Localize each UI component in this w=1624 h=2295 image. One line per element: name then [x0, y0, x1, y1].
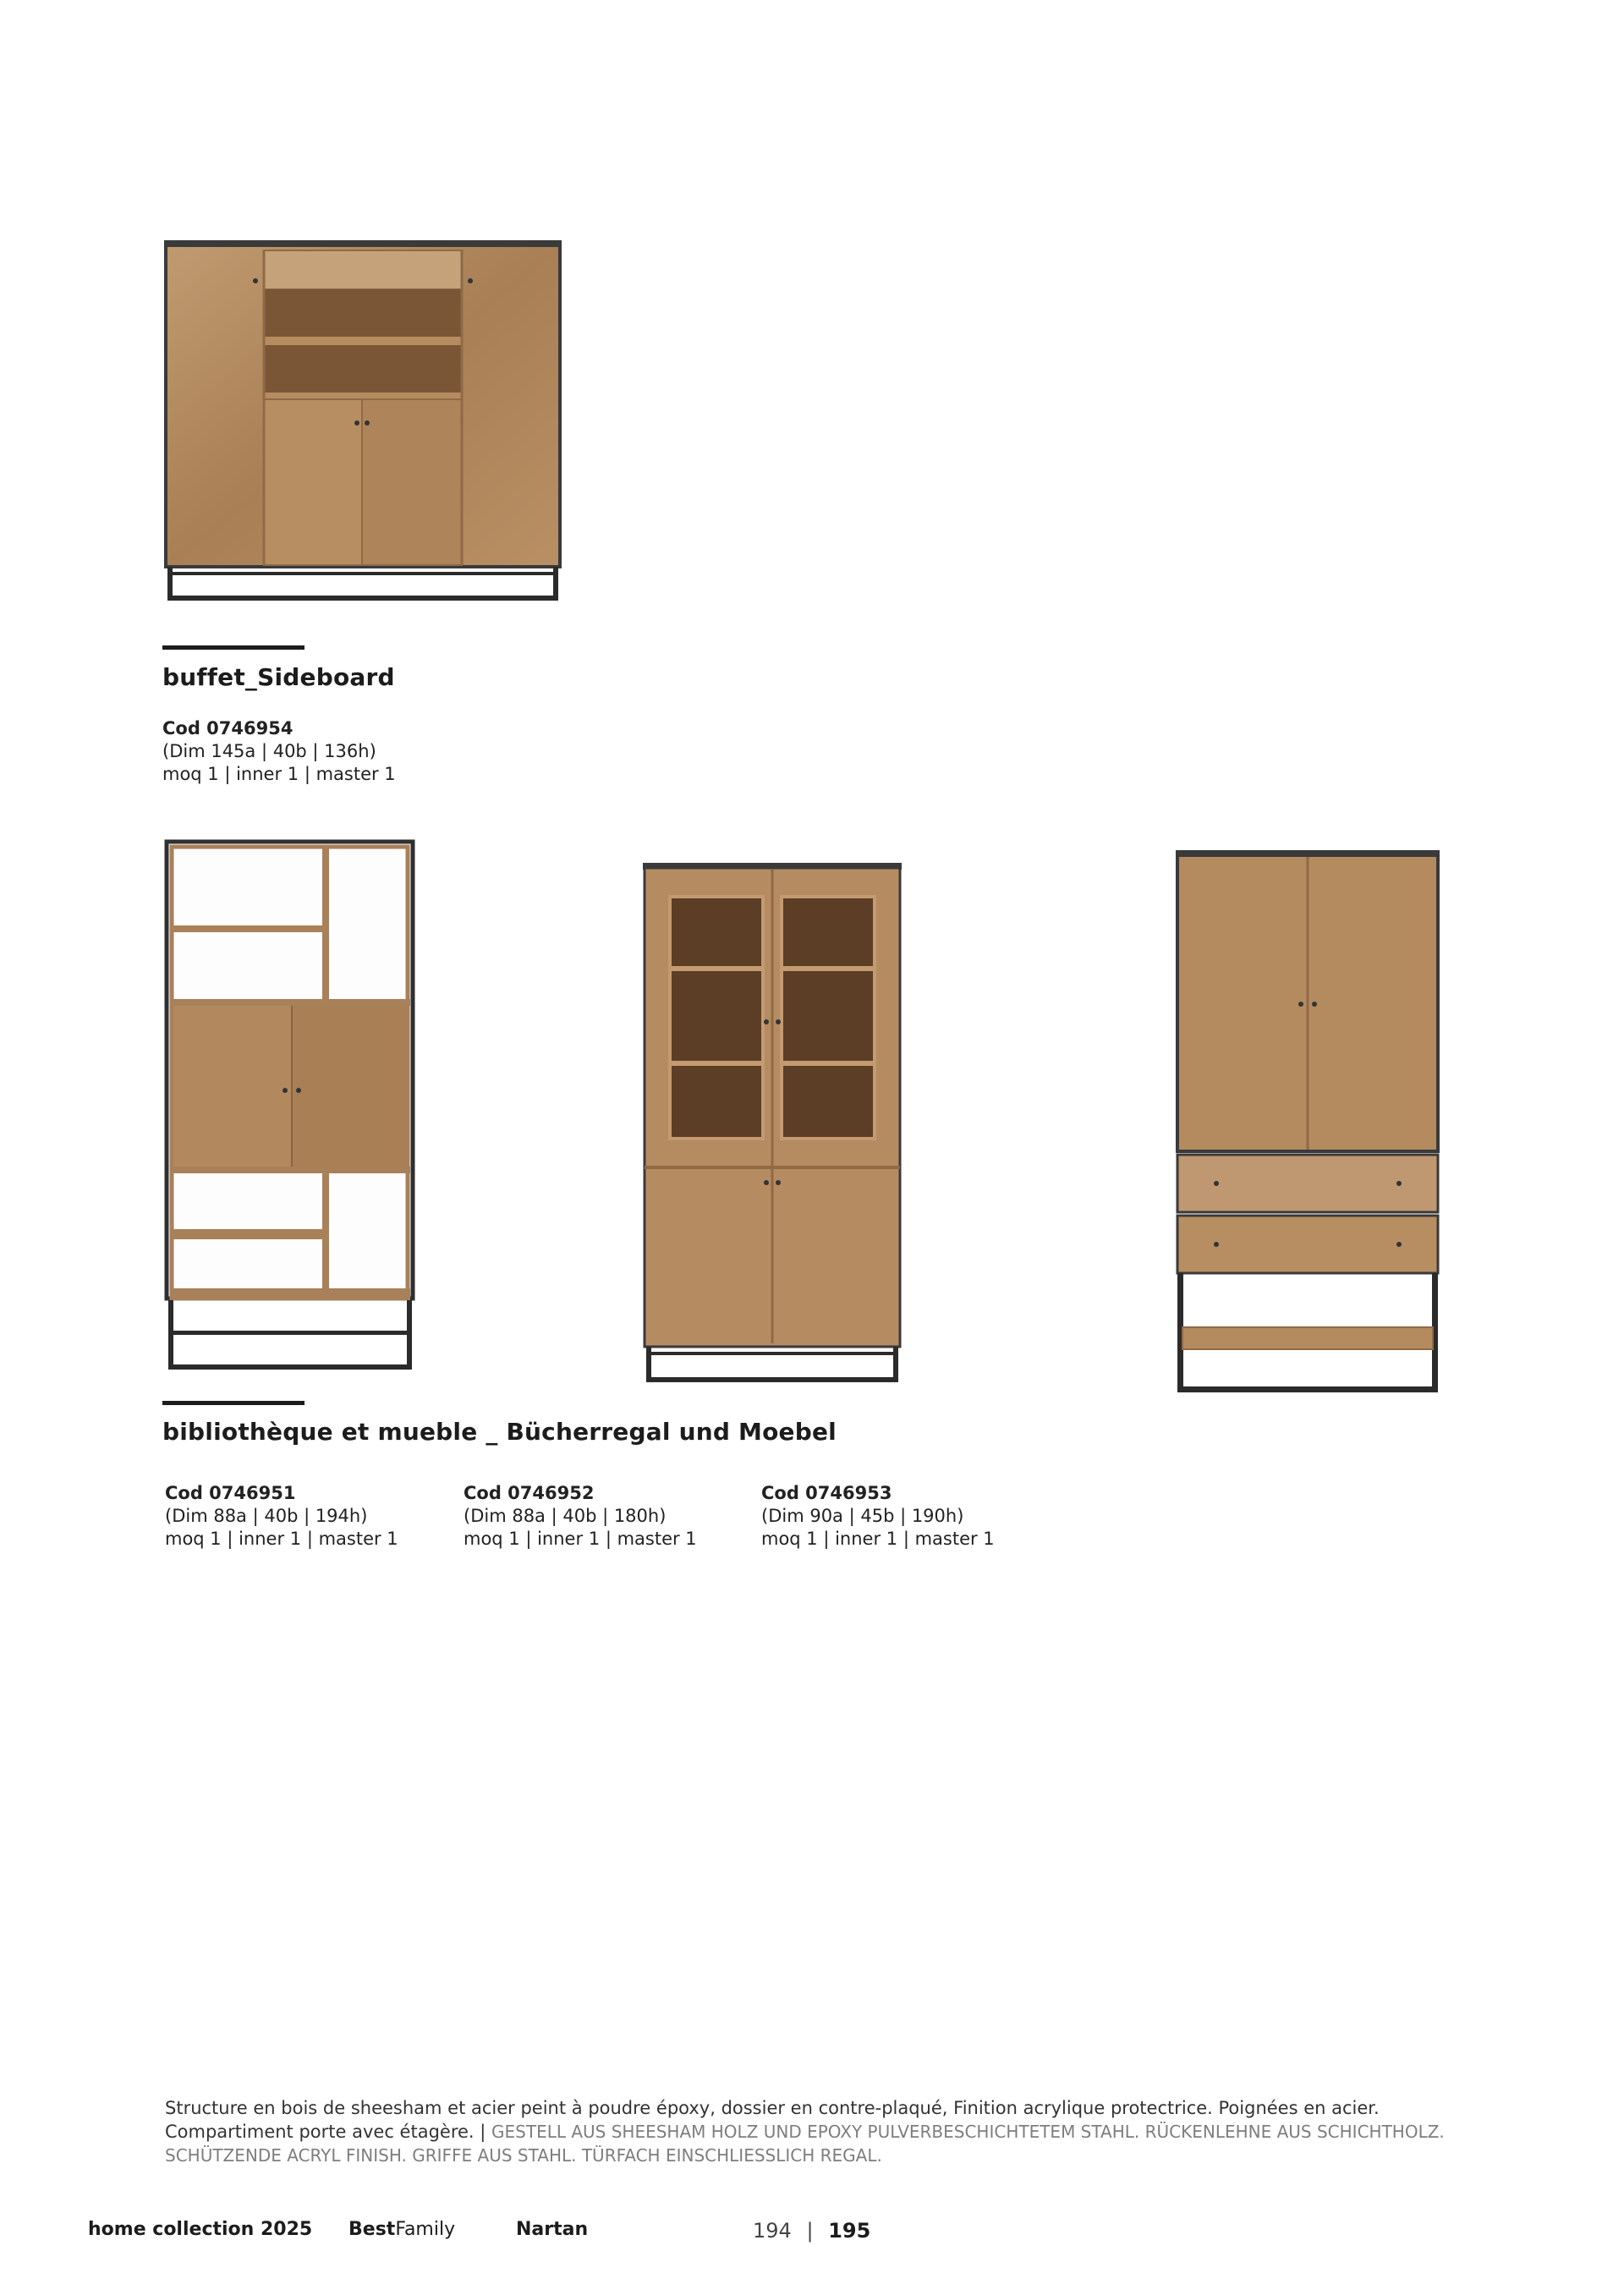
product-spec-0746952 [464, 1482, 697, 1551]
description-german: GESTELL AUS SHEESHAM HOLZ UND EPOXY PULVERBESCHICHTETEM STAHL. RÜCKENLEHNE AUS SCHICHTHOLZ. SCHÜTZENDE ACRYL FINISH. GRIFFE AUS STAHL. TÜRFACH EINSCHLIESSLICH REGAL. [165, 2122, 1445, 2166]
section-title-sideboard: buffet_Sideboard [162, 663, 395, 691]
page-separator: | [806, 2219, 814, 2243]
product-dimensions: (Dim 88a | 40b | 194h) [165, 1506, 368, 1526]
product-code: Cod 0746954 [162, 718, 294, 738]
footer-collection: home collection 2025 [88, 2219, 313, 2240]
product-packaging: moq 1 | inner 1 | master 1 [464, 1529, 697, 1549]
product-spec-0746951 [165, 1482, 398, 1551]
footer-brand-logo [348, 2219, 455, 2240]
product-code: Cod 0746951 [165, 1483, 296, 1503]
product-dimensions: (Dim 88a | 40b | 180h) [464, 1506, 667, 1526]
bookcase-glass-image [641, 861, 903, 1384]
product-packaging: moq 1 | inner 1 | master 1 [165, 1529, 398, 1549]
section-rule [162, 1401, 304, 1405]
product-dimensions: (Dim 90a | 45b | 190h) [761, 1506, 964, 1526]
product-spec-0746953 [761, 1482, 995, 1551]
product-code: Cod 0746953 [761, 1483, 892, 1503]
page-numbers [753, 2219, 870, 2243]
section-title-bookcase: bibliothèque et mueble _ Bücherregal und Moebel [162, 1418, 837, 1446]
section-rule [162, 645, 304, 650]
wardrobe-drawers-image [1174, 848, 1441, 1397]
bookcase-open-image [165, 840, 414, 1381]
page-right: 195 [828, 2219, 871, 2243]
product-packaging: moq 1 | inner 1 | master 1 [162, 764, 396, 784]
footer-company: Nartan [516, 2219, 589, 2240]
brand-light: Family [395, 2219, 456, 2240]
description-french: Structure en bois de sheesham et acier peint à poudre époxy, dossier en contre-plaqué, Finition acrylique protectrice. Poignées en acier. Compartiment porte avec étagère. | [165, 2098, 1380, 2142]
product-dimensions: (Dim 145a | 40b | 136h) [162, 741, 376, 761]
product-packaging: moq 1 | inner 1 | master 1 [761, 1529, 995, 1549]
product-spec-0746954 [162, 717, 396, 786]
brand-bold: Best [348, 2219, 396, 2240]
material-description [165, 2096, 1451, 2167]
page-left: 194 [753, 2219, 792, 2243]
product-code: Cod 0746952 [464, 1483, 595, 1503]
sideboard-image [161, 237, 567, 609]
